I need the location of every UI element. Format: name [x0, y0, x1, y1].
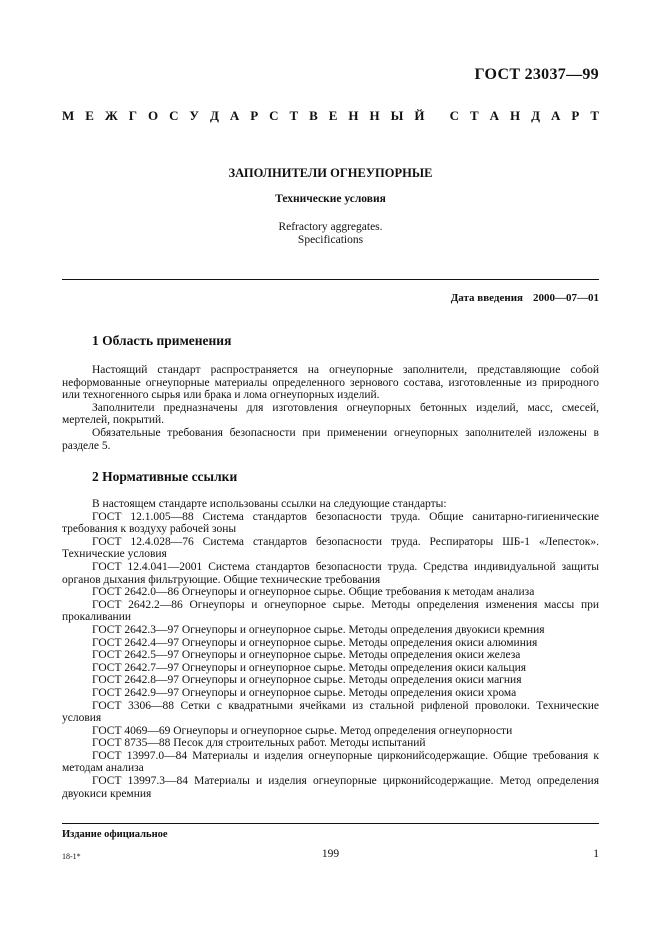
- banner-letter: В: [309, 108, 318, 123]
- document-subtitle: Технические условия: [275, 193, 386, 205]
- banner-letter: С: [169, 108, 179, 123]
- english-title-line: Refractory aggregates.: [278, 221, 383, 233]
- section-1-heading: 1 Область применения: [92, 333, 232, 348]
- sheet-number: 1: [593, 848, 599, 860]
- banner-letter: Е: [85, 108, 94, 123]
- paragraph: Настоящий стандарт распространяется на огнеупорные заполнители, представляющие собой неформованные огнеупорные материалы определенного зернового состава, изготовленные из природного или техногенного сырья или брака и лома огнеупорных изделий.: [62, 364, 599, 402]
- banner-letter: Н: [510, 108, 521, 123]
- banner-letter: А: [489, 108, 500, 123]
- english-title-line: Specifications: [297, 234, 364, 246]
- paragraph: ГОСТ 4069—69 Огнеупоры и огнеупорное сырье. Метод определения огнеупорности: [92, 724, 513, 737]
- paragraph: Обязательные требования безопасности при применении огнеупорных заполнителей изложены в разделе 5.: [62, 426, 599, 452]
- banner-letter: Д: [531, 108, 541, 123]
- banner-letter: С: [449, 108, 460, 123]
- paragraph: ГОСТ 12.4.041—2001 Система стандартов безопасности труда. Средства индивидуальной защиты органов дыхания фильтрующие. Общие технические требования: [62, 560, 599, 586]
- paragraph: ГОСТ 3306—88 Сетки с квадратными ячейками из стальной рифленой проволоки. Технические условия: [62, 699, 599, 725]
- paragraph: Заполнители предназначены для изготовления огнеупорных бетонных изделий, масс, смесей, мертелей, покрытий.: [62, 401, 599, 427]
- paragraph: ГОСТ 2642.4—97 Огнеупоры и огнеупорное сырье. Методы определения окиси алюминия: [92, 636, 538, 649]
- paragraph: В настоящем стандарте использованы ссылки на следующие стандарты:: [92, 498, 447, 510]
- paragraph: ГОСТ 2642.2—86 Огнеупоры и огнеупорное сырье. Методы определения изменения массы при прокаливании: [62, 598, 599, 624]
- interstate-standard-banner: [62, 108, 599, 124]
- banner-letter: М: [62, 108, 75, 123]
- banner-letter: Р: [571, 108, 580, 123]
- banner-letter: Т: [590, 108, 599, 123]
- banner-letter: Й: [414, 108, 425, 123]
- paragraph: ГОСТ 2642.0—86 Огнеупоры и огнеупорное сырье. Общие требования к методам анализа: [92, 586, 535, 599]
- section-2-heading: 2 Нормативные ссылки: [92, 469, 238, 484]
- section-1-body: [62, 364, 599, 452]
- banner-letter: А: [551, 108, 561, 123]
- banner-word-gap: [435, 108, 438, 124]
- page-number: 199: [321, 848, 340, 860]
- section-2-body: [62, 498, 599, 800]
- introduction-date: [451, 292, 599, 304]
- banner-letter: Т: [289, 108, 299, 123]
- paragraph: ГОСТ 13997.0—84 Материалы и изделия огнеупорные цирконийсодержащие. Общие требования к методам анализа: [62, 749, 599, 775]
- banner-letter: С: [269, 108, 279, 123]
- paragraph: ГОСТ 2642.9—97 Огнеупоры и огнеупорное сырье. Методы определения окиси хрома: [92, 686, 517, 699]
- english-title: [0, 221, 661, 247]
- paragraph: ГОСТ 12.1.005—88 Система стандартов безопасности труда. Общие санитарно-гигиенические требования к воздуху рабочей зоны: [62, 510, 599, 536]
- paragraph: ГОСТ 13997.3—84 Материалы и изделия огнеупорные цирконийсодержащие. Метод определения двуокиси кремния: [62, 775, 599, 800]
- banner-letter: Н: [348, 108, 359, 123]
- paragraph: ГОСТ 12.4.028—76 Система стандартов безопасности труда. Респираторы ШБ-1 «Лепесток». Технические условия: [62, 535, 599, 561]
- banner-letter: О: [147, 108, 159, 123]
- banner-letter: Ы: [390, 108, 404, 123]
- banner-letter: А: [229, 108, 240, 123]
- banner-letter: Н: [369, 108, 380, 123]
- document-title: ЗАПОЛНИТЕЛИ ОГНЕУПОРНЫЕ: [228, 166, 433, 180]
- footer-code: 18-1*: [62, 852, 81, 861]
- paragraph: ГОСТ 2642.8—97 Огнеупоры и огнеупорное сырье. Методы определения окиси магния: [92, 674, 522, 687]
- document-code: ГОСТ 23037—99: [474, 66, 599, 83]
- banner-letter: Р: [250, 108, 259, 123]
- paragraph: ГОСТ 2642.5—97 Огнеупоры и огнеупорное сырье. Методы определения окиси железа: [92, 649, 521, 662]
- banner-letter: Е: [328, 108, 338, 123]
- intro-date-value: 2000—07—01: [533, 292, 599, 304]
- top-divider: [62, 279, 599, 280]
- paragraph: ГОСТ 8735—88 Песок для строительных работ. Методы испытаний: [92, 737, 426, 750]
- banner-letter: Г: [128, 108, 137, 123]
- paragraph: ГОСТ 2642.7—97 Огнеупоры и огнеупорное сырье. Методы определения окиси кальция: [92, 661, 527, 674]
- banner-letter: У: [189, 108, 199, 123]
- paragraph: ГОСТ 2642.3—97 Огнеупоры и огнеупорное сырье. Методы определения двуокиси кремния: [92, 623, 545, 636]
- bottom-divider: [62, 823, 599, 824]
- banner-letter: Д: [209, 108, 219, 123]
- banner-letter: Т: [470, 108, 479, 123]
- banner-letter: Ж: [104, 108, 118, 123]
- intro-date-label: Дата введения: [450, 292, 523, 304]
- edition-note: Издание официальное: [62, 829, 168, 840]
